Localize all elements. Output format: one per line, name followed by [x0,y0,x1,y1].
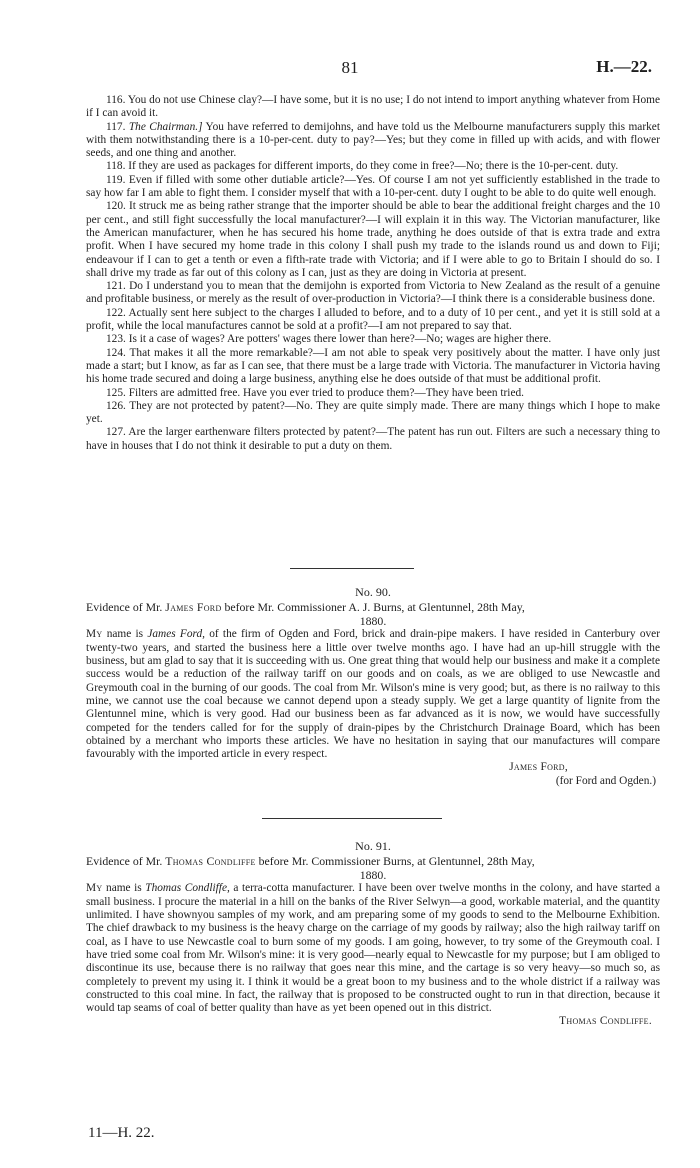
section-divider [262,818,442,819]
paragraph-123: 123. Is it a case of wages? Are potters' wages there lower than here?—No; wages are higher there. [106,333,552,346]
paragraph-121: 121. Do I understand you to mean that the demijohn is exported from Victoria to New Zealand as the result of a genuine and profitable business, or merely as the result of over-production in Victoria?—I think there is a considerable business done. [86,280,660,306]
paragraph-126: 126. They are not protected by patent?—No. They are quite simply made. There are many things which I hope to make yet. [86,399,660,426]
evidence-continuation [86,94,660,453]
document-reference: H.—22. [596,57,652,76]
paragraph-117: 117. The Chairman.] You have referred to demijohns, and have told us the Melbourne manufacturers supply this market with them notwithstanding there is a 10-per-cent. duty to pay?—Yes; but they come in filled up with acids, and with flower seeds, and one thing and another. [86,120,660,160]
paragraph-120: 120. It struck me as being rather strange that the importer should be able to bear the additional freight charges and the 10 per cent., and still fight successfully the local manufacturer?—I will explain it in this way. The Victorian manufacturer, like the American manufacturer, when he has secured his home trade, anything he does outside of that is extra trade and extra profit. When I have secured my home trade in this colony I shall push my trade to the islands round us and down to Fiji; endeavour if I can to get a tenth or even a fifth-rate trade with Victoria; and if I were able to go to Britain I should do so. I shall drive my trade as far out of this colony as I can, just as they are doing in Victoria at present. [86,200,660,279]
section-title: Evidence of Mr. James Ford before Mr. Commissioner A. J. Burns, at Glentunnel, 28th May, 1880. [86,600,525,628]
page-number: 81 [341,58,359,77]
signature-name: James Ford, [509,761,568,774]
footer-reference: 11—H. 22. [88,1125,155,1141]
evidence-statement: My name is James Ford, of the firm of Ogden and Ford, brick and drain-pipe makers. I have resided in Canterbury over twenty-two years, and started the business here a little over twelve months ago. I have had an up-hill struggle with the business, but am glad to say that it is succeeding with us. One great thing that would help our business and make it a complete success would be a reduction of the railway tariff on our goods and on coals, as we are obliged to use Newcastle and Greymouth coal in the burning of our goods. The coal from Mr. Wilson's mine is very good; but, as there is no railway to this mine, we cannot use the coal because we cannot depend upon a steady supply. We get a large quantity of lignite from the Glentunnel mine, which is very good. Had our business been as far advanced as it is now, we would have successfully competed for the tenders called for for the supply of drain-pipes by the Christchurch Drainage Board, which has been obtained by a merchant who imports these articles. We have no hesitation in saying that our manufactures will compare favourably with the imported article in every respect. [86,628,660,761]
paragraph-119: 119. Even if filled with some other dutiable article?—Yes. Of course I am not yet sufficiently established in the trade to say how far I am able to fight them. I consider myself that with a 10-per-cent. duty I ought to be able to do quite well enough. [86,173,660,200]
paragraph-116: 116. You do not use Chinese clay?—I have some, but it is no use; I do not intend to import anything whatever from Home if I can avoid it. [86,94,661,120]
signature-firm: (for Ford and Ogden.) [555,774,656,787]
signature-name: Thomas Condliffe. [559,1015,652,1028]
section-divider [290,568,414,569]
evidence-statement: My name is Thomas Condliffe, a terra-cotta manufacturer. I have been over twelve months in the colony, and have started a small business. I procure the material in a hill on the banks of the River Selwyn—a good, workable material, and the quantity unlimited. I have shownyou samples of my work, and am preparing some of my goods to send to the Melbourne Exhibition. The chief drawback to my business is the heavy charge on the carriage of my goods by railway; also the high railway tariff on coal, as I have to use Newcastle coal to burn some of my goods. I am going, however, to try some of the Greymouth coal. I have tried some coal from Mr. Wilson's mine: it is very good—nearly equal to Newcastle for my purpose; but I am obliged to discontinue its use, because there is no railway that goes near this mine, and the cartage is so very heavy—so much so, as completely to prevent my using it. I think it would be a great boon to my business and to the whole district if a railway was constructed to this coal mine. In fact, the railway that is proposed to be constructed ought to run in that direction, because it would tap seams of coal of better quality than have as yet been opened out in this district. [86,882,661,1015]
paragraph-127: 127. Are the larger earthenware filters protected by patent?—The patent has run out. Filters are such a necessary thing to have in houses that I do not think it desirable to put a duty on them. [86,426,661,452]
section-number: No. 90. [355,585,391,599]
section-title: Evidence of Mr. Thomas Condliffe before Mr. Commissioner Burns, at Glentunnel, 28th May, 1880. [86,854,535,882]
paragraph-124: 124. That makes it all the more remarkable?—I am not able to speak very positively about the matter. I have only just made a start; but I know, as far as I can see, that there must be a large trade with Victoria. The manufacturer in Victoria having his home trade secured and doing a large business, anything else he does outside of that must be additional profit. [86,346,660,386]
section-number: No. 91. [355,839,391,853]
section-91 [86,840,660,1029]
section-90 [86,586,660,788]
paragraph-118: 118. If they are used as packages for different imports, do they come in free?—No; there is the 10-per-cent. duty. [106,160,619,173]
paragraph-122: 122. Actually sent here subject to the charges I alluded to before, and to a duty of 10 per cent., and yet it is still sold at a profit, while the local manufactures cannot be sold at a profit?—I am not prepared to say that. [86,306,660,333]
paragraph-125: 125. Filters are admitted free. Have you ever tried to produce them?—They have been tried. [106,386,524,399]
